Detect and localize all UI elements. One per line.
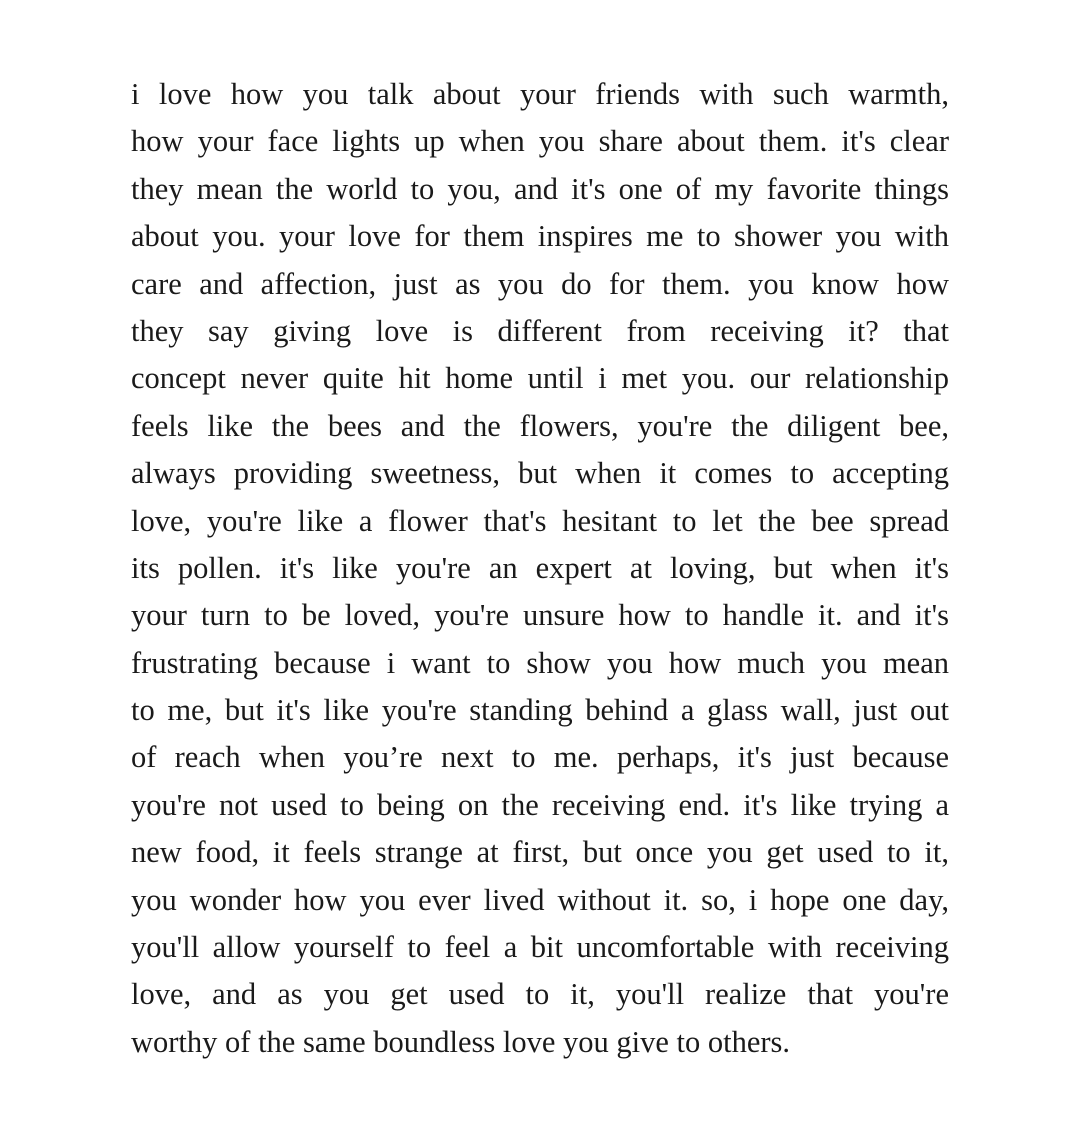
poem-line: to me, but it's like you're standing behind a glass wall, just out: [131, 693, 949, 728]
poem-line: about you. your love for them inspires me to shower you with: [131, 219, 949, 254]
poem-line: i love how you talk about your friends with such warmth,: [131, 77, 949, 111]
poem-line: worthy of the same boundless love you give to others.: [131, 1024, 791, 1059]
poem-line: you wonder how you ever lived without it. so, i hope one day,: [131, 882, 949, 917]
poem-line: love, you're like a flower that's hesitant to let the bee spread: [131, 503, 949, 538]
poem-line: always providing sweetness, but when it comes to accepting: [131, 456, 949, 491]
poem-line: love, and as you get used to it, you'll realize that you're: [131, 977, 949, 1012]
poem-line: frustrating because i want to show you how much you mean: [131, 645, 949, 680]
poem-line: its pollen. it's like you're an expert at loving, but when it's: [131, 550, 949, 585]
poem-line: they mean the world to you, and it's one of my favorite things: [131, 171, 949, 206]
poem-line: of reach when you’re next to me. perhaps, it's just because: [131, 740, 949, 775]
poem-line: your turn to be loved, you're unsure how to handle it. and it's: [131, 598, 949, 633]
poem-line: how your face lights up when you share about them. it's clear: [131, 124, 949, 159]
poem-line: new food, it feels strange at first, but once you get used to it,: [131, 835, 949, 870]
poem-line: they say giving love is different from receiving it? that: [131, 313, 949, 348]
poem-line: you'll allow yourself to feel a bit uncomfortable with receiving: [131, 930, 949, 965]
poem-line: care and affection, just as you do for them. you know how: [131, 266, 949, 301]
poem-text-block: [131, 71, 949, 1066]
poem-line: you're not used to being on the receiving end. it's like trying a: [131, 787, 949, 822]
poem-line: feels like the bees and the flowers, you're the diligent bee,: [131, 408, 949, 443]
poem-line: concept never quite hit home until i met you. our relationship: [131, 361, 949, 396]
